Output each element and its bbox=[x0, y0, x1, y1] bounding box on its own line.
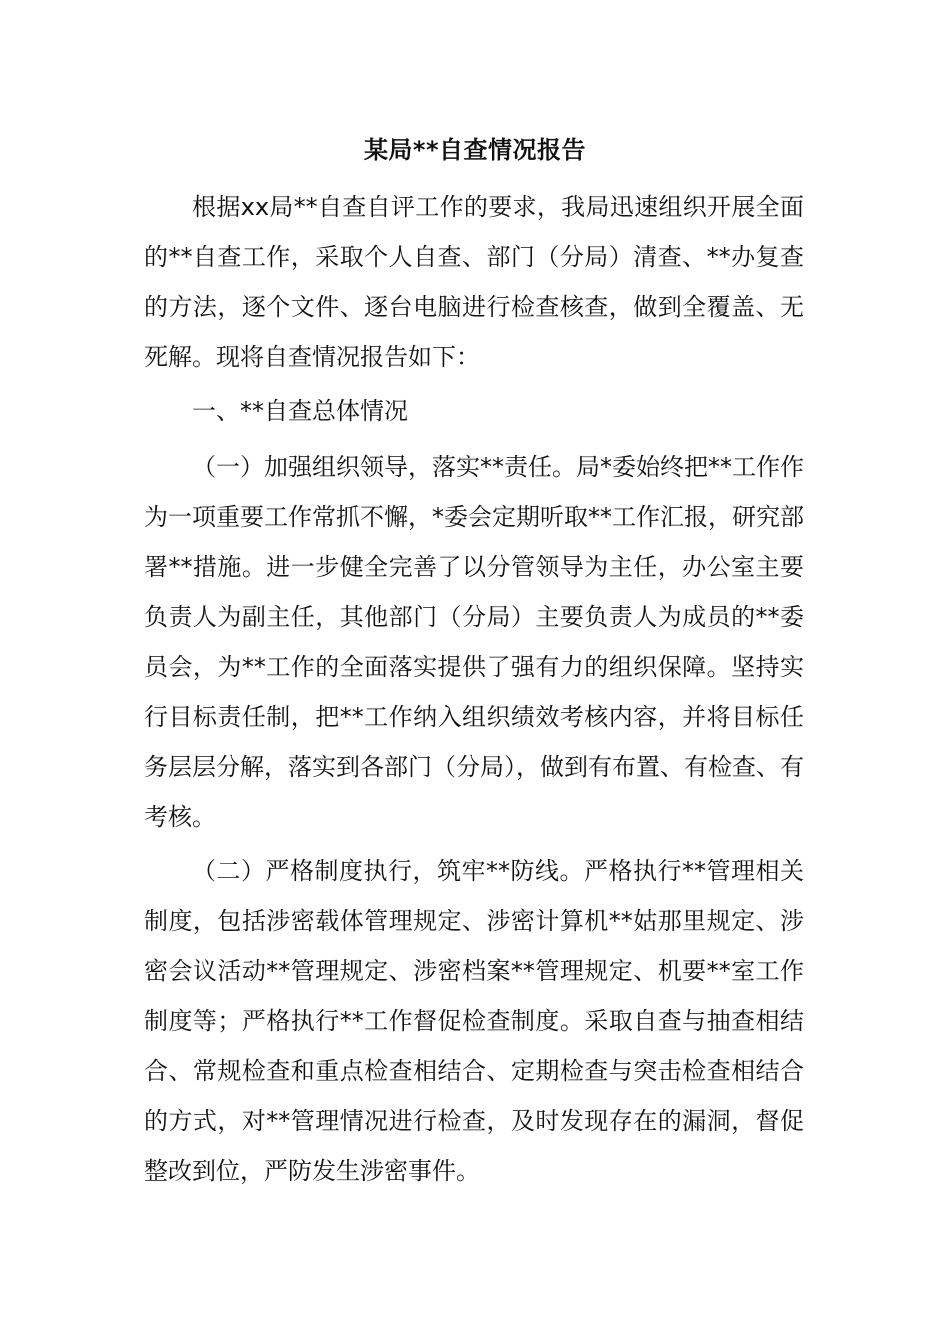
intro-paragraph: 根据xx局**自查自评工作的要求，我局迅速组织开展全面的**自查工作，采取个人自查、部门（分局）清查、**办复查的方法，逐个文件、逐台电脑进行检查核查，做到全覆盖、无死解。现将自查情况报告如下： bbox=[144, 193, 804, 371]
section-heading: 一、**自查总体情况 bbox=[192, 397, 408, 425]
body-paragraph-organization: （一）加强组织领导，落实**责任。局*委始终把**工作作为一项重要工作常抓不懈，*委会定期听取**工作汇报，研究部署**措施。进一步健全完善了以分管领导为主任，办公室主要负责人为副主任，其他部门（分局）主要负责人为成员的**委员会，为**工作的全面落实提供了强有力的组织保障。坚持实行目标责任制，把**工作纳入组织绩效考核内容，并将目标任务层层分解，落实到各部门（分局），做到有布置、有检查、有考核。 bbox=[144, 453, 804, 831]
document-title: 某局**自查情况报告 bbox=[363, 136, 587, 164]
body-paragraph-system: （二）严格制度执行，筑牢**防线。严格执行**管理相关制度，包括涉密载体管理规定、涉密计算机**姑那里规定、涉密会议活动**管理规定、涉密档案**管理规定、机要**室工作制度等；严格执行**工作督促检查制度。采取自查与抽查相结合、常规检查和重点检查相结合、定期检查与突击检查相结合的方式，对**管理情况进行检查，及时发现存在的漏洞，督促整改到位，严防发生涉密事件。 bbox=[144, 857, 804, 1185]
